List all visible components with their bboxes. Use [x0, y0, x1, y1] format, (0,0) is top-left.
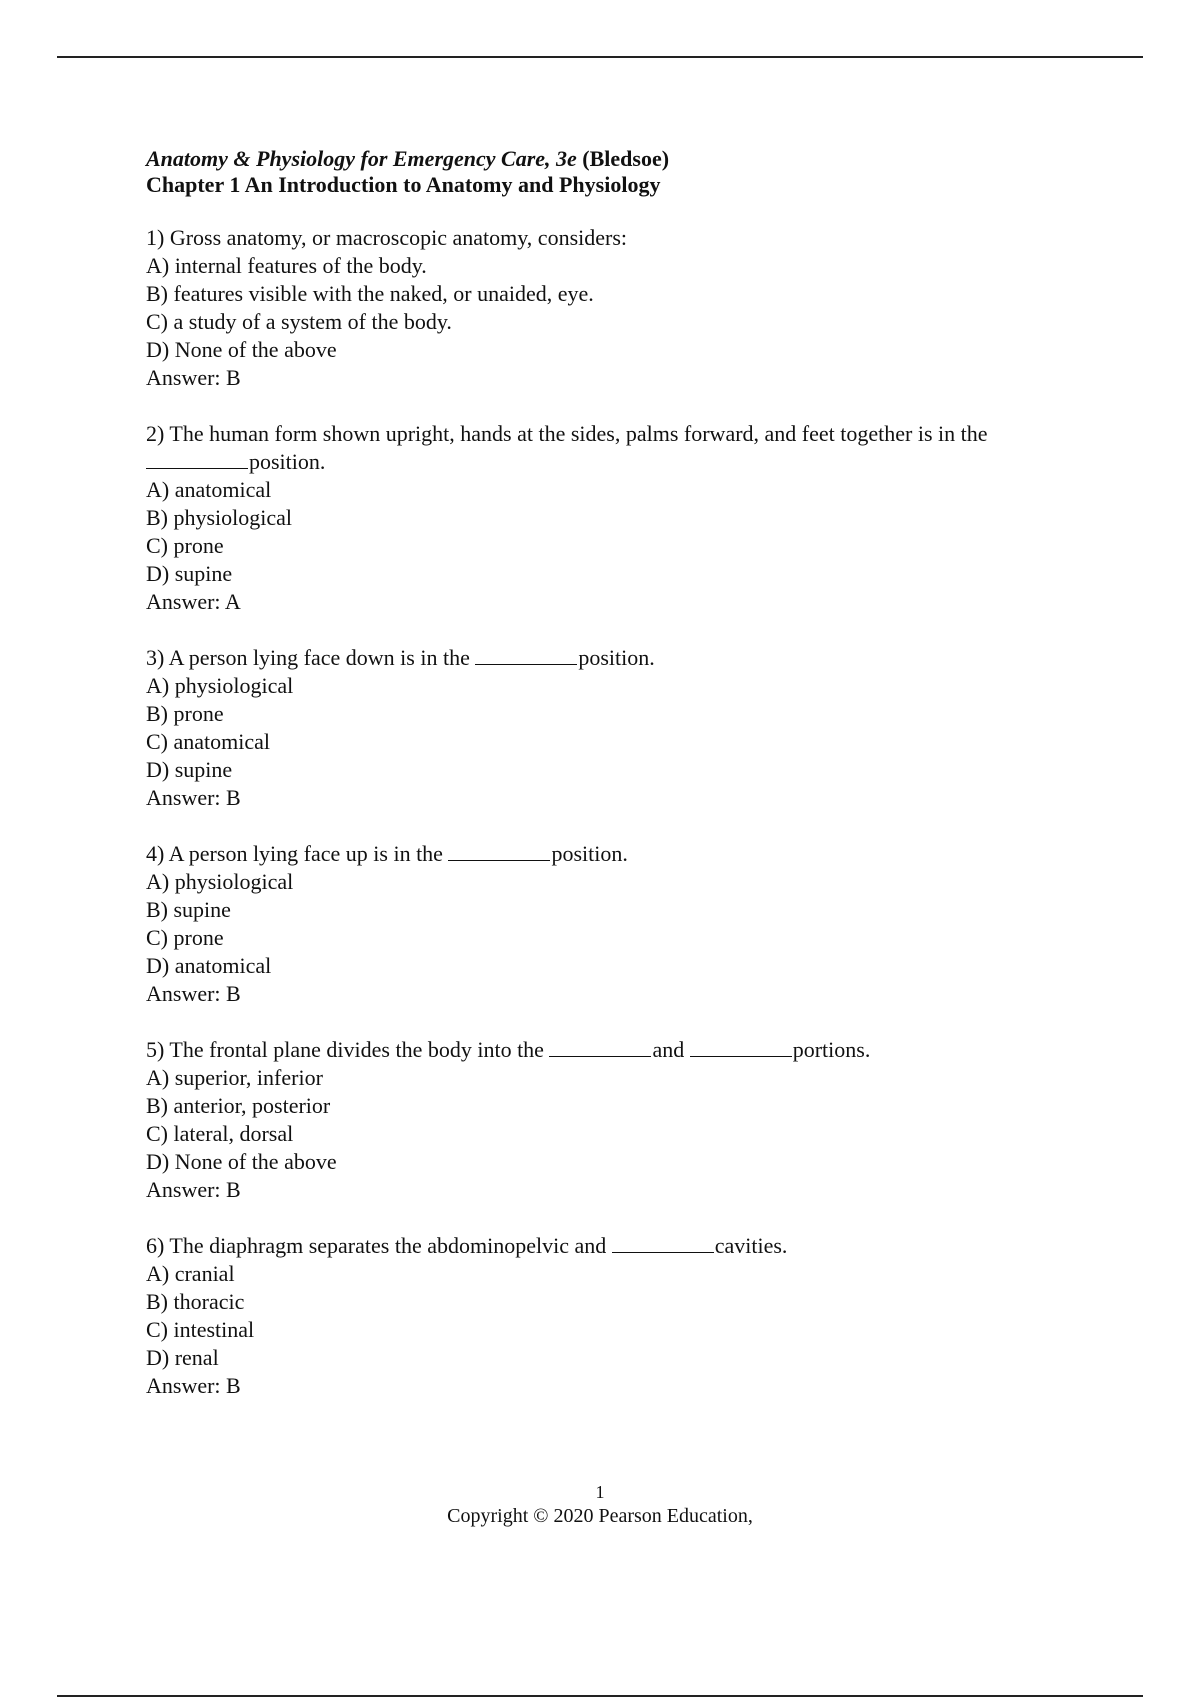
question-text: 3) A person lying face down is in the position. — [146, 645, 655, 670]
question-2 — [146, 420, 1086, 616]
answer: Answer: B — [146, 1373, 241, 1398]
option-a: A) internal features of the body. — [146, 253, 427, 278]
option-d: D) supine — [146, 757, 233, 782]
book-title-line — [146, 146, 1086, 172]
copyright-notice: Copyright © 2020 Pearson Education, — [447, 1505, 753, 1527]
book-title: Anatomy & Physiology for Emergency Care, 3e — [146, 146, 577, 171]
document-body — [146, 146, 1086, 1428]
option-c: C) prone — [146, 925, 224, 950]
option-b: B) anterior, posterior — [146, 1093, 331, 1118]
answer-blank — [448, 842, 550, 861]
question-text: 5) The frontal plane divides the body into the and portions. — [146, 1037, 871, 1062]
option-a: A) cranial — [146, 1261, 235, 1286]
answer: Answer: B — [146, 785, 241, 810]
option-a: A) physiological — [146, 673, 294, 698]
question-3 — [146, 644, 1086, 812]
question-1 — [146, 224, 1086, 392]
option-b: B) features visible with the naked, or unaided, eye. — [146, 281, 594, 306]
answer-blank — [549, 1038, 651, 1057]
answer-blank — [612, 1234, 714, 1253]
option-d: D) anatomical — [146, 953, 272, 978]
question-text: 6) The diaphragm separates the abdominopelvic and cavities. — [146, 1233, 788, 1258]
answer: Answer: B — [146, 1177, 241, 1202]
chapter-title: Chapter 1 An Introduction to Anatomy and Physiology — [146, 172, 661, 197]
question-text: 2) The human form shown upright, hands at the sides, palms forward, and feet together is in the position. — [146, 421, 988, 474]
option-d: D) None of the above — [146, 337, 337, 362]
bottom-rule — [57, 1695, 1143, 1697]
answer: Answer: B — [146, 981, 241, 1006]
top-rule — [57, 56, 1143, 58]
option-c: C) anatomical — [146, 729, 271, 754]
question-5 — [146, 1036, 1086, 1204]
answer: Answer: A — [146, 589, 241, 614]
question-text: 1) Gross anatomy, or macroscopic anatomy, considers: — [146, 225, 628, 250]
option-a: A) superior, inferior — [146, 1065, 323, 1090]
page-number: 1 — [595, 1482, 605, 1502]
option-d: D) supine — [146, 561, 233, 586]
option-a: A) anatomical — [146, 477, 272, 502]
question-text: 4) A person lying face up is in the position. — [146, 841, 628, 866]
option-b: B) prone — [146, 701, 224, 726]
option-c: C) intestinal — [146, 1317, 255, 1342]
question-4 — [146, 840, 1086, 1008]
answer-blank — [146, 450, 248, 469]
answer-blank — [475, 646, 577, 665]
option-c: C) a study of a system of the body. — [146, 309, 452, 334]
answer-blank — [690, 1038, 792, 1057]
answer: Answer: B — [146, 365, 241, 390]
option-c: C) prone — [146, 533, 224, 558]
option-a: A) physiological — [146, 869, 294, 894]
option-b: B) physiological — [146, 505, 293, 530]
option-b: B) supine — [146, 897, 231, 922]
option-b: B) thoracic — [146, 1289, 245, 1314]
book-author: (Bledsoe) — [582, 146, 670, 171]
option-c: C) lateral, dorsal — [146, 1121, 294, 1146]
question-6 — [146, 1232, 1086, 1400]
option-d: D) renal — [146, 1345, 219, 1370]
option-d: D) None of the above — [146, 1149, 337, 1174]
